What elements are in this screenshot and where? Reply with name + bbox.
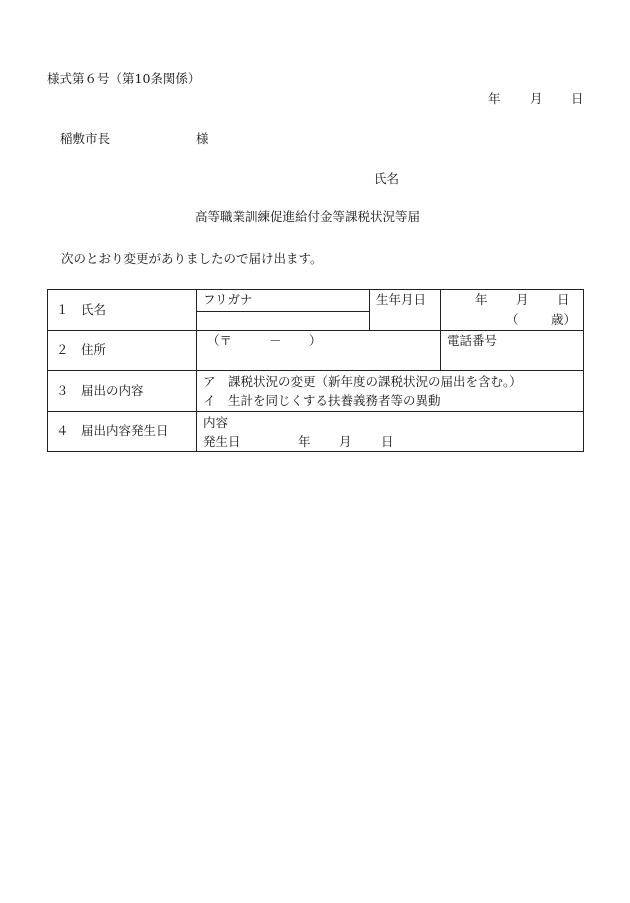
address-cell[interactable] (197, 331, 441, 371)
form-number: 様式第６号（第10条関係） (47, 71, 201, 86)
address-row-label: ２ 住所 (48, 331, 197, 371)
name-input-cell[interactable] (197, 311, 370, 330)
occurrence-row-label: ４ 届出内容発生日 (48, 412, 197, 452)
postal-open: （〒 (207, 333, 233, 348)
birth-year: 年 (475, 292, 488, 307)
birthdate-label: 生年月日 (370, 290, 441, 331)
addressee-mayor: 稲敷市長 (60, 131, 111, 146)
date-month: 月 (530, 91, 543, 106)
age-open: （ (506, 312, 519, 327)
option-i[interactable]: イ 生計を同じくする扶養義務者等の異動 (203, 393, 441, 408)
content-label: 内容 (203, 414, 229, 430)
occurrence-month: 月 (339, 433, 352, 449)
content-row-label: ３ 届出の内容 (48, 371, 197, 412)
date-day: 日 (571, 91, 584, 106)
occurrence-date-label: 発生日 (203, 433, 241, 449)
furigana-label: フリガナ (203, 292, 253, 307)
birth-month: 月 (516, 292, 529, 307)
option-a[interactable]: ア 課税状況の変更（新年度の課税状況の届出を含む。） (203, 373, 522, 389)
applicant-name-label: 氏名 (374, 171, 400, 186)
postal-dash: － (269, 333, 282, 348)
addressee-honorific: 様 (196, 131, 209, 146)
furigana-cell[interactable] (197, 290, 370, 312)
notification-table (47, 289, 584, 452)
content-options-cell (197, 371, 584, 412)
birth-day: 日 (557, 292, 570, 307)
intro-text: 次のとおり変更がありましたので届け出ます。 (61, 251, 323, 266)
name-row-label: １ 氏名 (48, 290, 197, 331)
occurrence-year: 年 (298, 433, 311, 449)
occurrence-day: 日 (381, 433, 394, 449)
postal-close: ） (309, 333, 322, 348)
age-close: 歳） (551, 312, 577, 327)
date-year: 年 (488, 91, 501, 106)
phone-label: 電話番号 (441, 331, 584, 371)
birthdate-cell[interactable] (441, 290, 584, 331)
document-title: 高等職業訓練促進給付金等課税状況等届 (195, 209, 421, 224)
occurrence-cell[interactable] (197, 412, 584, 452)
